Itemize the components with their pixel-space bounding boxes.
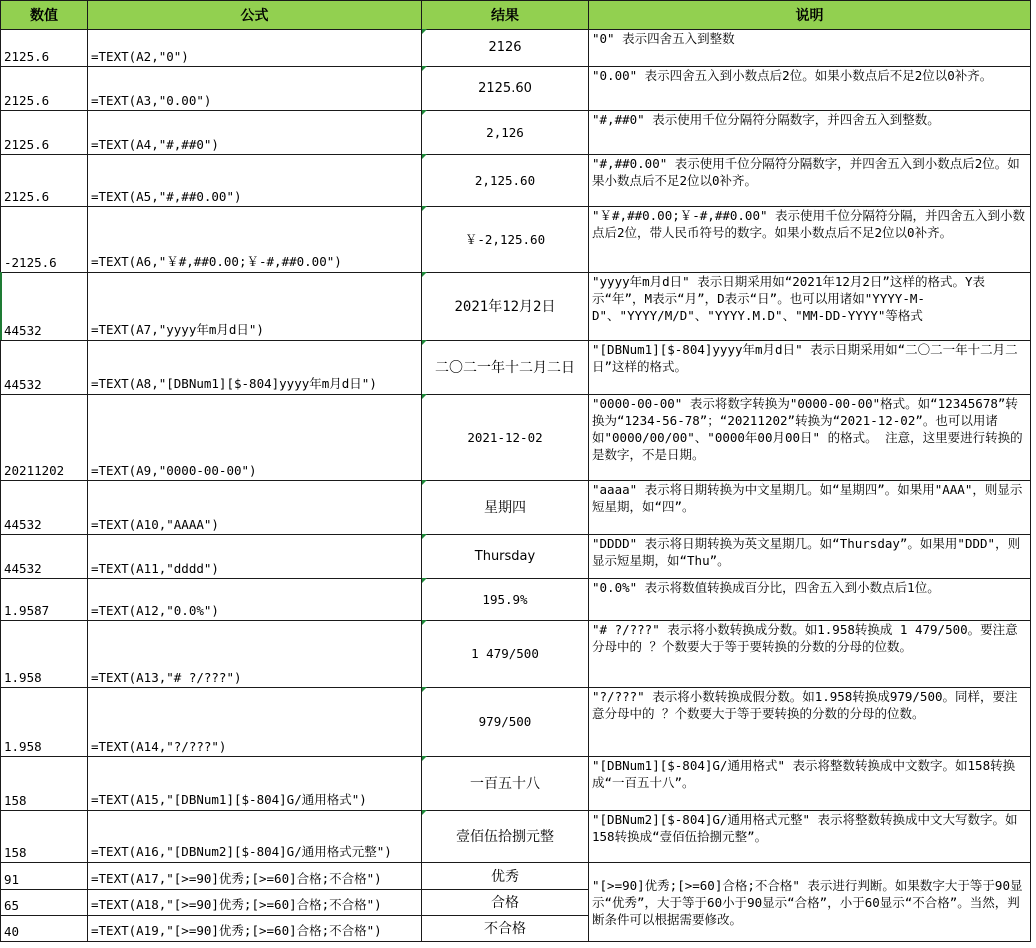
cell-description[interactable]: "[DBNum2][$-804]G/通用格式元整" 表示将整数转换成中文大写数字。如158转换成“壹佰伍拾捌元整”。: [589, 810, 1031, 863]
header-value[interactable]: 数值: [0, 0, 88, 30]
cell-result-text: 合格: [491, 895, 519, 911]
error-indicator-icon: [422, 620, 427, 625]
cell-value[interactable]: 44532: [0, 534, 88, 579]
cell-result[interactable]: [422, 578, 589, 621]
cell-value[interactable]: 2125.6: [0, 66, 88, 111]
cell-result[interactable]: [422, 687, 589, 757]
cell-result-text: 壹佰伍拾捌元整: [456, 829, 554, 845]
cell-value[interactable]: 44532: [0, 272, 88, 341]
cell-result-text: 195.9%: [482, 591, 528, 607]
cell-result-text: 2,125.60: [474, 172, 536, 188]
cell-value[interactable]: 158: [0, 756, 88, 811]
cell-value[interactable]: 1.958: [0, 620, 88, 688]
cell-formula[interactable]: =TEXT(A15,"[DBNum1][$-804]G/通用格式"): [88, 756, 422, 811]
cell-result-text: 二〇二一年十二月二日: [435, 360, 575, 376]
cell-description[interactable]: "aaaa" 表示将日期转换为中文星期几。如“星期四”。如果用"AAA"，则显示短星期，如“四”。: [589, 480, 1031, 535]
header-result[interactable]: 结果: [422, 0, 589, 30]
cell-description-merged[interactable]: [589, 862, 1031, 942]
cell-description[interactable]: "yyyy年m月d日" 表示日期采用如“2021年12月2日”这样的格式。Y表示“年”，M表示“月”，D表示“日”。也可以用诸如"YYYY-M-D"、"YYYY/M/D"、"YYYY.M.D"、"MM-DD-YYYY"等格式: [589, 272, 1031, 341]
cell-value[interactable]: 91: [0, 862, 88, 890]
header-formula[interactable]: 公式: [88, 0, 422, 30]
cell-result-text: 星期四: [484, 500, 526, 516]
error-indicator-icon: [422, 154, 427, 159]
cell-value[interactable]: 65: [0, 889, 88, 916]
header-description[interactable]: 说明: [589, 0, 1031, 30]
cell-result[interactable]: [422, 394, 589, 481]
cell-result[interactable]: [422, 889, 589, 916]
cell-formula[interactable]: =TEXT(A17,"[>=90]优秀;[>=60]合格;不合格"): [88, 862, 422, 890]
cell-result-text: 2021年12月2日: [454, 299, 556, 315]
cell-formula[interactable]: =TEXT(A16,"[DBNum2][$-804]G/通用格式元整"): [88, 810, 422, 863]
cell-description[interactable]: "[DBNum1][$-804]yyyy年m月d日" 表示日期采用如“二〇二一年十二月二日”这样的格式。: [589, 340, 1031, 395]
cell-value[interactable]: 44532: [0, 480, 88, 535]
cell-result[interactable]: [422, 862, 589, 890]
error-indicator-icon: [422, 480, 427, 485]
cell-result-text: 1 479/500: [471, 646, 539, 661]
cell-result[interactable]: [422, 810, 589, 863]
cell-description[interactable]: "DDDD" 表示将日期转换为英文星期几。如“Thursday”。如果用"DDD"，则显示短星期，如“Thu”。: [589, 534, 1031, 579]
cell-value[interactable]: 20211202: [0, 394, 88, 481]
cell-formula[interactable]: =TEXT(A9,"0000-00-00"): [88, 394, 422, 481]
cell-formula[interactable]: =TEXT(A13,"# ?/???"): [88, 620, 422, 688]
cell-value[interactable]: 2125.6: [0, 110, 88, 155]
cell-value[interactable]: 158: [0, 810, 88, 863]
cell-result[interactable]: [422, 534, 589, 579]
error-indicator-icon: [422, 810, 427, 815]
cell-result-text: Thursday: [474, 548, 536, 564]
cell-formula[interactable]: =TEXT(A7,"yyyy年m月d日"): [88, 272, 422, 341]
cell-formula[interactable]: =TEXT(A4,"#,##0"): [88, 110, 422, 155]
cell-result[interactable]: [422, 756, 589, 811]
cell-result-text: 优秀: [491, 868, 519, 885]
error-indicator-icon: [422, 394, 427, 399]
cell-description[interactable]: "#,##0.00" 表示使用千位分隔符分隔数字，并四舍五入到小数点后2位。如果小数点后不足2位以0补齐。: [589, 154, 1031, 207]
cell-description[interactable]: "#,##0" 表示使用千位分隔符分隔数字，并四舍五入到整数。: [589, 110, 1031, 155]
cell-description[interactable]: "?/???" 表示将小数转换成假分数。如1.958转换成979/500。同样，要注意分母中的 ？个数要大于等于要转换的分数的分母的位数。: [589, 687, 1031, 757]
cell-value[interactable]: 1.9587: [0, 578, 88, 621]
cell-result[interactable]: [422, 29, 589, 67]
error-indicator-icon: [422, 272, 427, 277]
cell-formula[interactable]: =TEXT(A6,"￥#,##0.00;￥-#,##0.00"): [88, 206, 422, 273]
cell-value[interactable]: 2125.6: [0, 154, 88, 207]
cell-formula[interactable]: =TEXT(A2,"0"): [88, 29, 422, 67]
cell-result[interactable]: [422, 272, 589, 341]
cell-result-text: 979/500: [478, 714, 532, 729]
cell-value[interactable]: 1.958: [0, 687, 88, 757]
error-indicator-icon: [422, 110, 427, 115]
cell-description[interactable]: "0" 表示四舍五入到整数: [589, 29, 1031, 67]
cell-result-text: 不合格: [484, 921, 526, 937]
cell-formula[interactable]: =TEXT(A5,"#,##0.00"): [88, 154, 422, 207]
cell-result[interactable]: [422, 620, 589, 688]
cell-result-text: 一百五十八: [470, 776, 540, 792]
error-indicator-icon: [422, 756, 427, 761]
error-indicator-icon: [422, 534, 427, 539]
cell-value[interactable]: 40: [0, 915, 88, 942]
cell-value[interactable]: -2125.6: [0, 206, 88, 273]
cell-formula[interactable]: =TEXT(A10,"AAAA"): [88, 480, 422, 535]
cell-formula[interactable]: =TEXT(A18,"[>=90]优秀;[>=60]合格;不合格"): [88, 889, 422, 916]
cell-result-text: 2126: [488, 40, 522, 55]
cell-description[interactable]: "# ?/???" 表示将小数转换成分数。如1.958转换成 1 479/500。要注意分母中的 ？个数要大于等于要转换的分数的分母的位数。: [589, 620, 1031, 688]
cell-result[interactable]: [422, 206, 589, 273]
cell-result-text: 2021-12-02: [467, 429, 543, 445]
error-indicator-icon: [422, 29, 427, 34]
cell-description[interactable]: "[DBNum1][$-804]G/通用格式" 表示将整数转换成中文数字。如158转换成“一百五十八”。: [589, 756, 1031, 811]
cell-result[interactable]: [422, 66, 589, 111]
cell-result-text: ￥-2,125.60: [464, 232, 546, 247]
error-indicator-icon: [422, 578, 427, 583]
cell-formula[interactable]: =TEXT(A19,"[>=90]优秀;[>=60]合格;不合格"): [88, 915, 422, 942]
cell-formula[interactable]: =TEXT(A14,"?/???"): [88, 687, 422, 757]
cell-description[interactable]: "0.0%" 表示将数值转换成百分比，四舍五入到小数点后1位。: [589, 578, 1031, 621]
cell-result[interactable]: [422, 110, 589, 155]
cell-result[interactable]: [422, 154, 589, 207]
cell-result-text: 2125.60: [478, 80, 532, 96]
cell-formula[interactable]: =TEXT(A12,"0.0%"): [88, 578, 422, 621]
cell-description[interactable]: "￥#,##0.00;￥-#,##0.00" 表示使用千位分隔符分隔，并四舍五入到小数点后2位，带人民币符号的数字。如果小数点后不足2位以0补齐。: [589, 206, 1031, 273]
cell-value[interactable]: 2125.6: [0, 29, 88, 67]
cell-formula[interactable]: =TEXT(A8,"[DBNum1][$-804]yyyy年m月d日"): [88, 340, 422, 395]
cell-result[interactable]: [422, 340, 589, 395]
cell-description[interactable]: "0000-00-00" 表示将数字转换为"0000-00-00"格式。如“12345678”转换为“1234-56-78”；“20211202”转换为“2021-12-02”。也可以用诸如"0000/00/00"、"0000年00月00日" 的格式。 注意，这里要进行转换的是数字，不是日期。: [589, 394, 1031, 481]
cell-formula[interactable]: =TEXT(A3,"0.00"): [88, 66, 422, 111]
error-indicator-icon: [422, 687, 427, 692]
cell-value[interactable]: 44532: [0, 340, 88, 395]
cell-result[interactable]: [422, 915, 589, 942]
cell-formula[interactable]: =TEXT(A11,"dddd"): [88, 534, 422, 579]
error-indicator-icon: [422, 66, 427, 71]
cell-result-text: 2,126: [486, 124, 524, 140]
merged-description-text: "[>=90]优秀;[>=60]合格;不合格" 表示进行判断。如果数字大于等于90显示“优秀”，大于等于60小于90显示“合格”，小于60显示“不合格”。当然，判断条件可以根据需要修改。: [592, 877, 1023, 927]
cell-result[interactable]: [422, 480, 589, 535]
cell-description[interactable]: "0.00" 表示四舍五入到小数点后2位。如果小数点后不足2位以0补齐。: [589, 66, 1031, 111]
row-selection-indicator: [0, 272, 2, 340]
error-indicator-icon: [422, 340, 427, 345]
error-indicator-icon: [422, 206, 427, 211]
